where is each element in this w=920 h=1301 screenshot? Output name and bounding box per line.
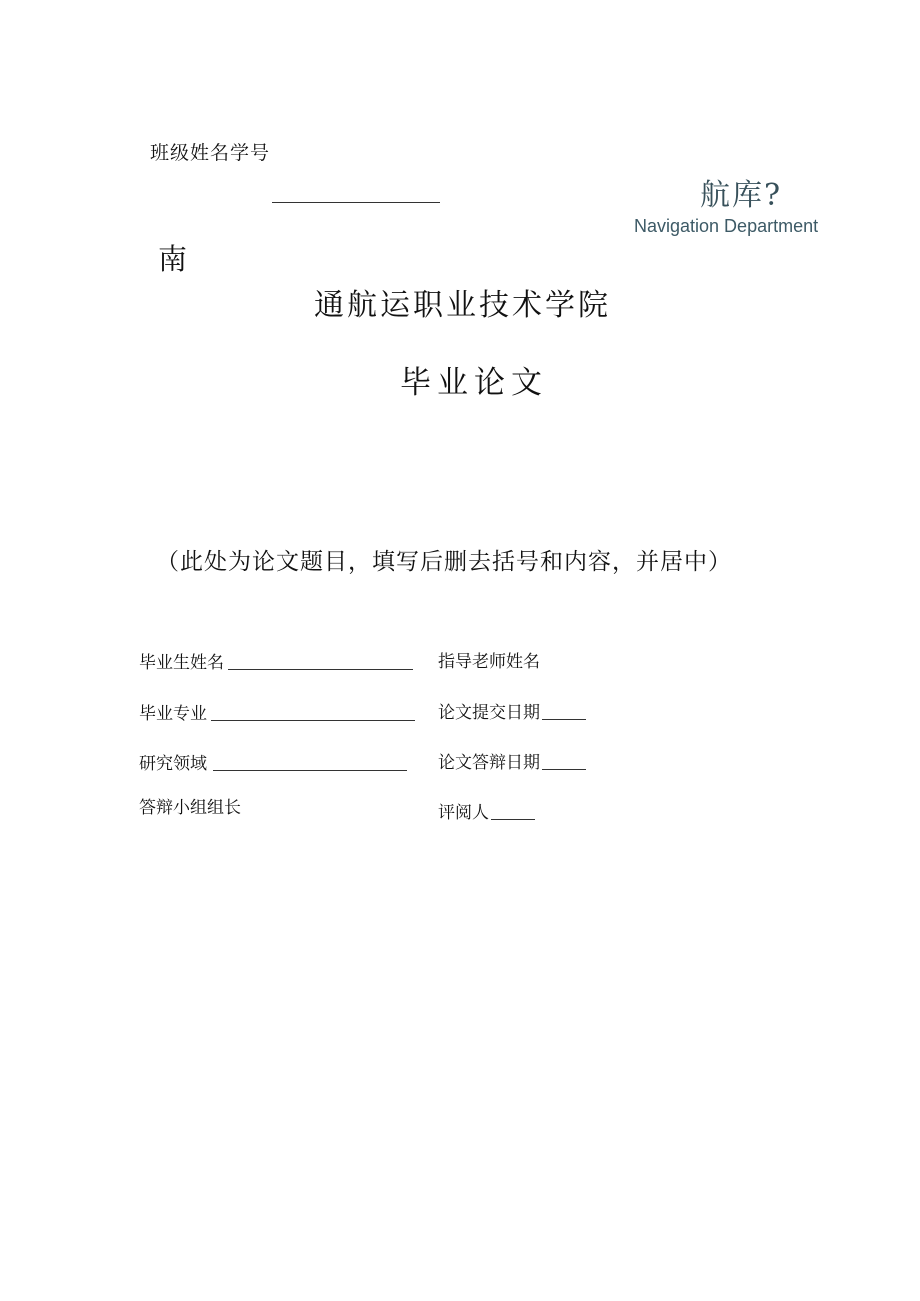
student-name-blank [228,668,413,670]
reviewer-field [438,798,535,823]
submit-date-field [438,698,586,723]
research-area-label: 研究领域 [139,754,207,774]
defense-date-field [438,748,586,773]
submit-date-label: 论文提交日期 [438,703,540,723]
document-type-title: 毕业论文 [400,365,548,401]
class-name-id-underline [272,202,440,203]
advisor-name-label: 指导老师姓名 [438,652,540,672]
reviewer-blank [491,818,535,820]
research-area-blank [213,769,407,771]
student-name-label: 毕业生姓名 [139,653,224,673]
student-name-field [139,648,413,673]
research-area-field [139,749,407,774]
submit-date-blank [542,718,586,720]
panel-leader-field [139,798,241,818]
panel-leader-label: 答辩小组组长 [139,798,241,818]
defense-date-blank [542,768,586,770]
major-label: 毕业专业 [139,704,207,724]
advisor-name-field [438,647,540,672]
school-name: 通航运职业技术学院 [314,288,611,323]
department-logo-english: Navigation Department [634,216,819,236]
major-field [139,699,415,724]
school-name-first-char: 南 [158,242,188,276]
department-logo-text: 航库? [700,178,783,213]
thesis-topic-placeholder: （此处为论文题目，填写后删去括号和内容，并居中） [156,549,732,575]
major-blank [211,719,415,721]
defense-date-label: 论文答辩日期 [438,753,540,773]
reviewer-label: 评阅人 [438,803,489,823]
class-name-id-label: 班级姓名学号 [150,142,271,164]
